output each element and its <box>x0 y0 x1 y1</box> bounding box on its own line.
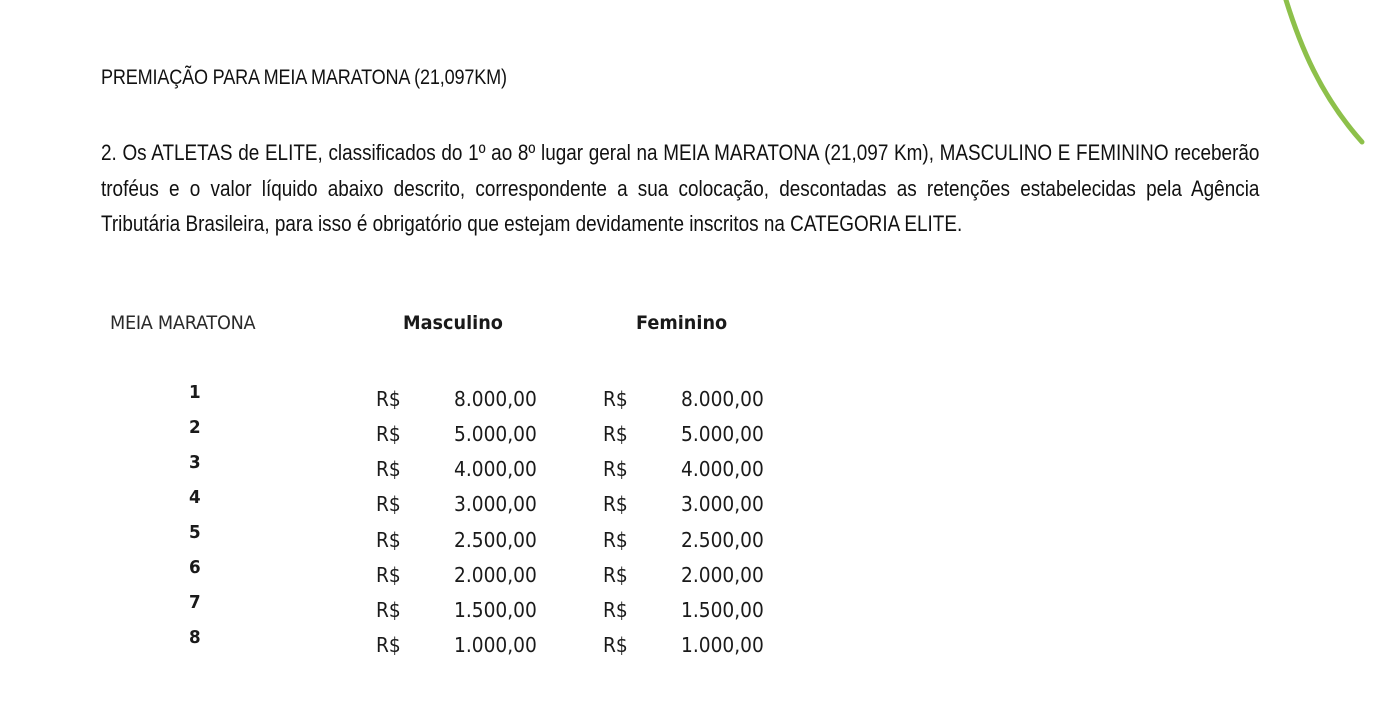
row-male-amount: 2.000,00 <box>454 563 537 587</box>
row-male-currency: R$ <box>376 457 401 481</box>
row-female-currency: R$ <box>603 633 628 657</box>
row-female-currency: R$ <box>603 492 628 516</box>
header-category: MEIA MARATONA <box>110 312 256 334</box>
row-male-currency: R$ <box>376 633 401 657</box>
row-female-currency: R$ <box>603 457 628 481</box>
row-male-amount: 2.500,00 <box>454 528 537 552</box>
row-position: 2 <box>189 417 201 438</box>
row-male-amount: 1.500,00 <box>454 598 537 622</box>
row-male-amount: 4.000,00 <box>454 457 537 481</box>
row-female-currency: R$ <box>603 598 628 622</box>
row-male-currency: R$ <box>376 528 401 552</box>
row-female-amount: 1.000,00 <box>681 633 764 657</box>
row-male-amount: 3.000,00 <box>454 492 537 516</box>
row-position: 8 <box>189 627 201 648</box>
row-female-amount: 5.000,00 <box>681 422 764 446</box>
row-male-amount: 1.000,00 <box>454 633 537 657</box>
row-male-amount: 5.000,00 <box>454 422 537 446</box>
row-position: 4 <box>189 487 201 508</box>
row-position: 5 <box>189 522 201 543</box>
row-male-currency: R$ <box>376 422 401 446</box>
row-position: 1 <box>189 382 201 403</box>
row-female-currency: R$ <box>603 422 628 446</box>
row-female-amount: 2.000,00 <box>681 563 764 587</box>
row-female-amount: 1.500,00 <box>681 598 764 622</box>
row-male-amount: 8.000,00 <box>454 387 537 411</box>
row-female-amount: 4.000,00 <box>681 457 764 481</box>
rules-paragraph: 2. Os ATLETAS de ELITE, classificados do 1º ao 8º lugar geral na MEIA MARATONA (21,097 Km), MASCULINO E FEMININO receberão troféus e o valor líquido abaixo descrito, correspondente a sua colocação, descontadas as retenções estabelecidas pela Agência Tributária Brasileira, para isso é obrigatório que estejam devidamente inscritos na CATEGORIA ELITE. <box>101 140 1260 236</box>
header-female: Feminino <box>636 312 728 334</box>
row-position: 3 <box>189 452 201 473</box>
header-male: Masculino <box>403 312 503 334</box>
row-position: 7 <box>189 592 201 613</box>
row-female-amount: 2.500,00 <box>681 528 764 552</box>
row-male-currency: R$ <box>376 387 401 411</box>
row-male-currency: R$ <box>376 563 401 587</box>
row-female-currency: R$ <box>603 387 628 411</box>
row-female-amount: 3.000,00 <box>681 492 764 516</box>
document-title: PREMIAÇÃO PARA MEIA MARATONA (21,097KM) <box>101 66 507 89</box>
row-female-currency: R$ <box>603 563 628 587</box>
row-female-amount: 8.000,00 <box>681 387 764 411</box>
row-position: 6 <box>189 557 201 578</box>
row-female-currency: R$ <box>603 528 628 552</box>
row-male-currency: R$ <box>376 492 401 516</box>
row-male-currency: R$ <box>376 598 401 622</box>
